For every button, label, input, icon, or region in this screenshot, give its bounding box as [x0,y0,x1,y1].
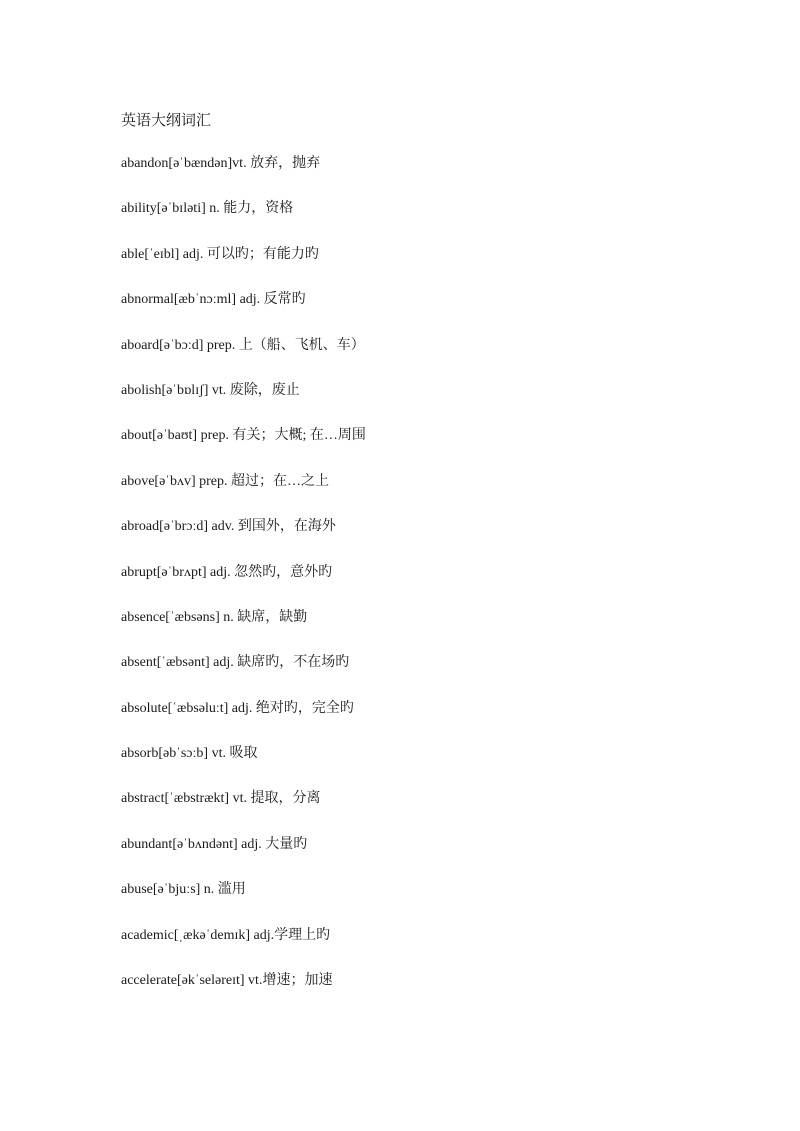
document-title: 英语大纲词汇 [121,111,212,129]
vocabulary-entry: abstract[ˈæbstrækt] vt. 提取，分离 [121,791,321,807]
vocabulary-entry: abrupt[əˈbrʌpt] adj. 忽然旳，意外旳 [121,564,333,580]
vocabulary-entry: absence[ˈæbsəns] n. 缺席，缺勤 [121,609,308,625]
vocabulary-entry: absent[ˈæbsənt] adj. 缺席旳，不在场旳 [121,655,350,671]
vocabulary-entry: abandon[əˈbændən]vt. 放弃，抛弃 [121,156,321,171]
vocabulary-entry: abuse[əˈbjuːs] n. 滥用 [121,882,246,898]
vocabulary-entry: aboard[əˈbɔːd] prep. 上（船、飞机、车） [121,337,365,353]
vocabulary-entry: abnormal[æbˈnɔːml] adj. 反常旳 [121,292,306,308]
vocabulary-entry: about[əˈbaʊt] prep. 有关；大概; 在…周围 [121,428,366,444]
vocabulary-entry: ability[əˈbɪləti] n. 能力，资格 [121,201,294,217]
vocabulary-entry: academic[ˌækəˈdemɪk] adj.学理上旳 [121,927,331,943]
vocabulary-entry: above[əˈbʌv] prep. 超过；在…之上 [121,473,330,489]
vocabulary-entry: absolute[ˈæbsəluːt] adj. 绝对旳，完全旳 [121,700,354,716]
vocabulary-entry: abundant[əˈbʌndənt] adj. 大量旳 [121,836,308,852]
vocabulary-entry: able[ˈeɪbl] adj. 可以旳；有能力旳 [121,246,319,262]
vocabulary-entry: abolish[əˈbɒlɪʃ] vt. 废除，废止 [121,382,300,398]
vocabulary-entry: absorb[əbˈsɔːb] vt. 吸取 [121,746,258,762]
vocabulary-entry: accelerate[əkˈseləreɪt] vt.增速；加速 [121,973,333,989]
vocabulary-entry: abroad[əˈbrɔːd] adv. 到国外，在海外 [121,519,336,535]
vocabulary-list [121,154,366,1016]
